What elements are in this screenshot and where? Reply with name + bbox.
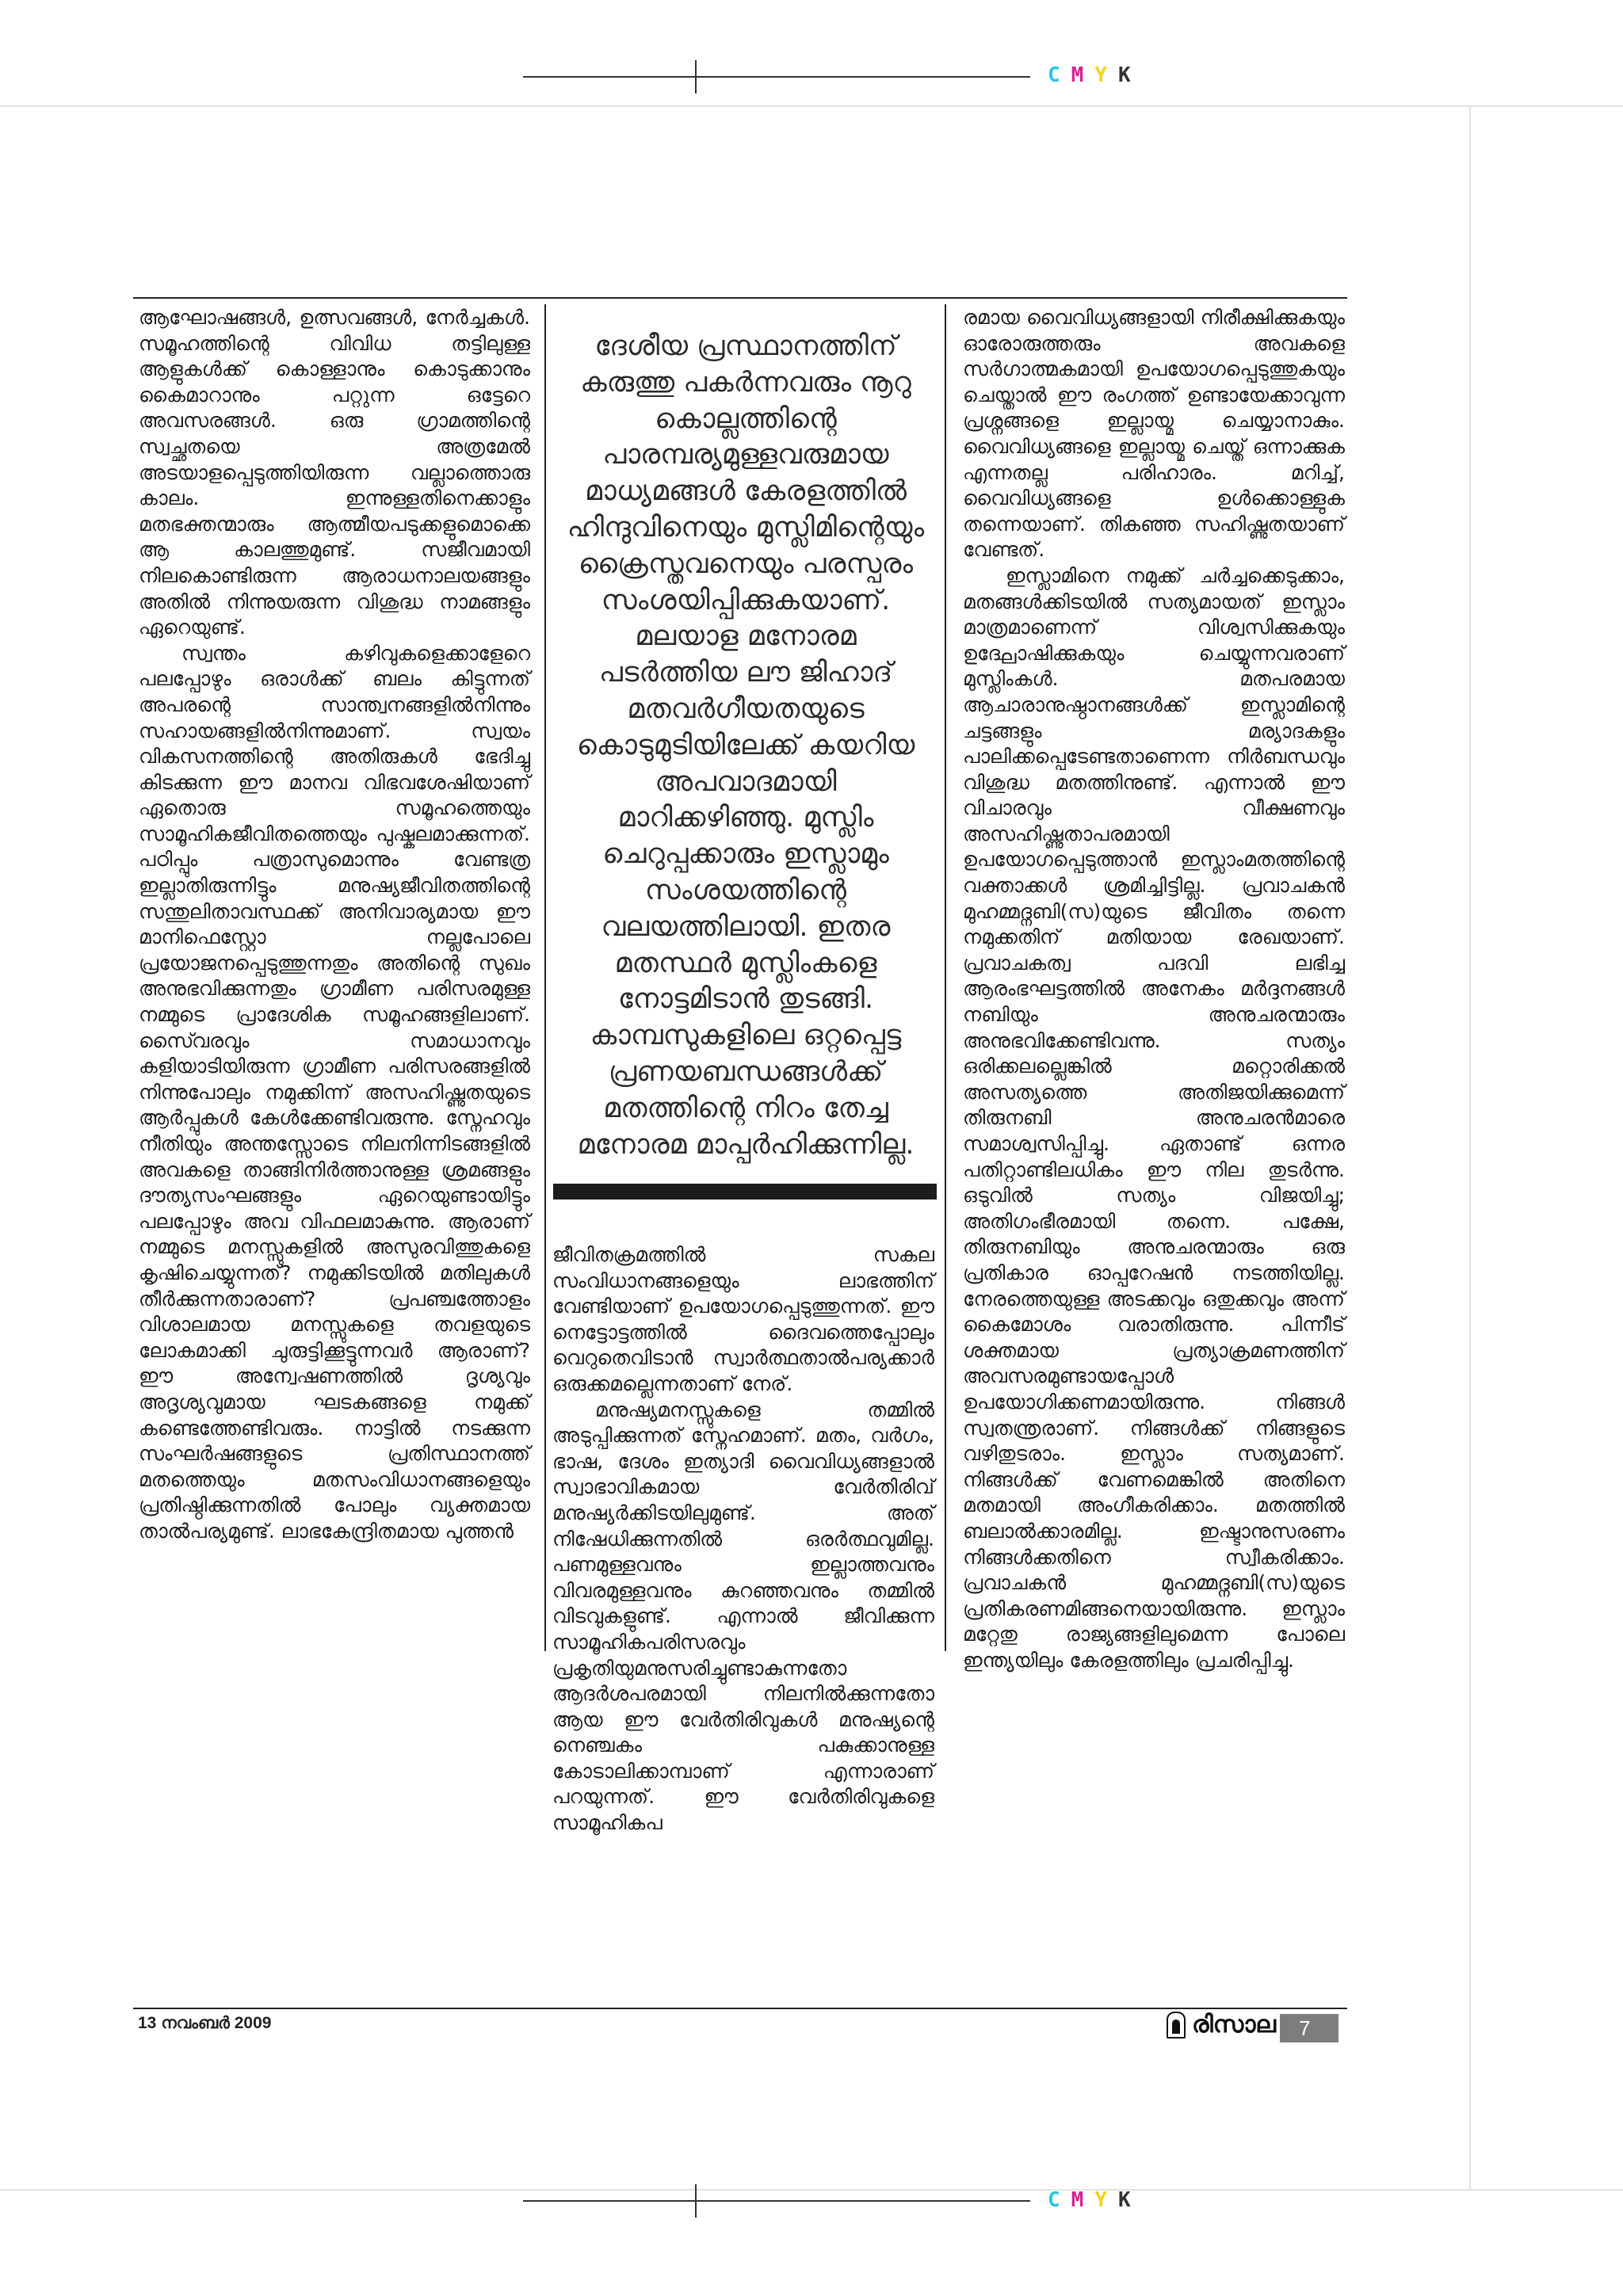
cmyk-m: M [1071,63,1095,87]
cmyk-k: K [1117,2188,1142,2212]
cmyk-label-top [1048,63,1142,87]
pull-quote-bar [553,1184,937,1199]
issue-date: 13 നവംബർ 2009 [138,2014,272,2032]
magazine-logo-icon [1167,2012,1186,2039]
registration-tick-top [695,60,697,93]
paragraph: രമായ വൈവിധ്യങ്ങളായി നിരീക്ഷിക്കുകയും ഓരോരുത്തരും അവകളെ സർഗാത്മകമായി ഉപയോഗപ്പെടുത്തുകയും ചെയ്താൽ ഈ രംഗത്ത് ഉണ്ടായേക്കാവുന്ന പ്രശ്നങ്ങളെ ഇല്ലായ്മ ചെയ്യാനാകും. വൈവിധ്യങ്ങളെ ഇല്ലായ്മ ചെയ്ത് ഒന്നാക്കുക എന്നതല്ല പരിഹാരം. മറിച്ച്, വൈവിധ്യങ്ങളെ ഉൾക്കൊള്ളുക തന്നെയാണ്. തികഞ്ഞ സഹിഷ്ണുതയാണ് വേണ്ടത്. [963,306,1345,562]
registration-tick-bottom [695,2184,697,2218]
header-rule [133,297,1347,299]
page-number: 7 [1280,2014,1338,2042]
registration-line-top [523,76,1030,78]
magazine-name: രിസാല [1192,2011,1277,2039]
footer-rule [133,2008,1347,2009]
column-divider-left [544,304,546,1651]
cmyk-y: Y [1094,2188,1118,2212]
right-column [963,305,1345,1672]
paragraph: ഇസ്ലാമിനെ നമുക്ക് ചർച്ചക്കെടുക്കാം, മതങ്ങൾക്കിടയിൽ സത്യമായത് ഇസ്ലാം മാത്രമാണെന്ന് വിശ്വസിക്കുകയും ഉദ്ഘോഷിക്കുകയും ചെയ്യുന്നവരാണ് മുസ്ലിംകൾ. മതപരമായ ആചാരാനുഷ്ഠാനങ്ങൾക്ക് ഇസ്ലാമിന്റെ ചട്ടങ്ങളും മര്യാദകളും പാലിക്കപ്പെടേണ്ടതാണെന്ന നിർബന്ധവും വിശുദ്ധ മതത്തിനുണ്ട്. എന്നാൽ ഈ വിചാരവും വീക്ഷണവും അസഹിഷ്ണുതാപരമായി ഉപയോഗപ്പെടുത്താൻ ഇസ്ലാംമതത്തിന്റെ വക്താക്കൾ ശ്രമിച്ചിട്ടില്ല. പ്രവാചകൻ മുഹമ്മദ്നബി(സ)യുടെ ജീവിതം തന്നെ നമുക്കതിന് മതിയായ രേഖയാണ്. പ്രവാചകത്വ പദവി ലഭിച്ച ആരംഭഘട്ടത്തിൽ അനേകം മർദ്ദനങ്ങൾ നബിയും അനുചരന്മാരും അനുഭവിക്കേണ്ടിവന്നു. സത്യം ഒരിക്കലല്ലെങ്കിൽ മറ്റൊരിക്കൽ അസത്യത്തെ അതിജയിക്കുമെന്ന് തിരുനബി അനുചരൻമാരെ സമാശ്വസിപ്പിച്ചു. ഏതാണ്ട് ഒന്നര പതിറ്റാണ്ടിലധികം ഈ നില തുടർന്നു. ഒടുവിൽ സത്യം വിജയിച്ചു; അതിഗംഭീരമായി തന്നെ. പക്ഷേ, തിരുനബിയും അനുചരന്മാരും ഒരു പ്രതികാര ഓപ്പറേഷൻ നടത്തിയില്ല. നേരത്തെയുള്ള അടക്കവും ഒതുക്കവും അന്ന് കൈമോശം വരാതിരുന്നു. പിന്നീട് ശക്തമായ പ്രത്യാക്രമണത്തിന് അവസരമുണ്ടായപ്പോൾ ഉപയോഗിക്കണമായിരുന്നു. നിങ്ങൾ സ്വതന്ത്രരാണ്. നിങ്ങൾക്ക് നിങ്ങളുടെ വഴിതുടരാം. ഇസ്ലാം സത്യമാണ്. നിങ്ങൾക്ക് വേണമെങ്കിൽ അതിനെ മതമായി അംഗീകരിക്കാം. മതത്തിൽ ബലാൽക്കാരമില്ല. ഇഷ്ടാനുസരണം നിങ്ങൾക്കതിനെ സ്വീകരിക്കാം. പ്രവാചകൻ മുഹമ്മദ്നബി(സ)യുടെ പ്രതികരണമിങ്ങനെയായിരുന്നു. ഇസ്ലാം മറ്റേതു രാജ്യങ്ങളിലുമെന്ന പോലെ ഇന്ത്യയിലും കേരളത്തിലും പ്രചരിപ്പിച്ചു. [963,563,1345,1672]
cmyk-k: K [1117,63,1142,87]
cmyk-c: C [1048,63,1071,87]
registration-line-bottom [523,2200,1030,2202]
paragraph: സ്വന്തം കഴിവുകളെക്കാളേറെ പലപ്പോഴും ഒരാൾക്ക് ബലം കിട്ടുന്നത് അപരന്റെ സാന്ത്വനങ്ങളിൽനിന്നും സഹായങ്ങളിൽനിന്നുമാണ്. സ്വയം വികസനത്തിന്റെ അതിരുകൾ ഭേദിച്ചു കിടക്കുന്ന ഈ മാനവ വിഭവശേഷിയാണ് ഏതൊരു സമൂഹത്തെയും സാമൂഹികജീവിതത്തെയും പുഷ്കലമാക്കുന്നത്. പഠിപ്പും പത്രാസുമൊന്നും വേണ്ടത്ര ഇല്ലാതിരുന്നിട്ടും മനുഷ്യജീവിതത്തിന്റെ സന്തുലിതാവസ്ഥക്ക് അനിവാര്യമായ ഈ മാനിഫെസ്റ്റോ നല്ലപോലെ പ്രയോജനപ്പെടുത്തുന്നതും അതിന്റെ സുഖം അനുഭവിക്കുന്നതും ഗ്രാമീണ പരിസരമുള്ള നമ്മുടെ പ്രാദേശിക സമൂഹങ്ങളിലാണ്. സൈ്വരവും സമാധാനവും കളിയാടിയിരുന്ന ഗ്രാമീണ പരിസരങ്ങളിൽ നിന്നുപോലും നമുക്കിന്ന് അസഹിഷ്ണുതയുടെ ആർപ്പുകൾ കേൾക്കേണ്ടിവരുന്നു. സ്നേഹവും നീതിയും അന്തസ്സോടെ നിലനിന്നിടങ്ങളിൽ അവകളെ താങ്ങിനിർത്താനുള്ള ശ്രമങ്ങളും ദൗത്യസംഘങ്ങളും ഏറെയുണ്ടായിട്ടും പലപ്പോഴും അവ വിഫലമാകുന്നു. ആരാണ് നമ്മുടെ മനസ്സുകളിൽ അസുരവിത്തുകളെ കൃഷിചെയ്യുന്നത്? നമുക്കിടയിൽ മതിലുകൾ തീർക്കുന്നതാരാണ്? പ്രപഞ്ചത്തോളം വിശാലമായ മനസ്സുകളെ തവളയുടെ ലോകമാക്കി ചുരുട്ടിക്കൂട്ടുന്നവർ ആരാണ്? ഈ അന്വേഷണത്തിൽ ദൃശ്യവും അദൃശ്യവുമായ ഘടകങ്ങളെ നമുക്ക് കണ്ടെത്തേണ്ടിവരും. നാട്ടിൽ നടക്കുന്ന സംഘർഷങ്ങളുടെ പ്രതിസ്ഥാനത്ത് മതത്തെയും മതസംവിധാനങ്ങളെയും പ്രതിഷ്ഠിക്കുന്നതിൽ പോലും വ്യക്തമായ താൽപര്യമുണ്ട്. ലാഭകേന്ദ്രിതമായ പുത്തൻ [139,641,530,1543]
paragraph: ആഘോഷങ്ങൾ, ഉത്സവങ്ങൾ, നേർച്ചകൾ. സമൂഹത്തിന്റെ വിവിധ തട്ടിലുള്ള ആളുകൾക്ക് കൊള്ളാനും കൊടുക്കാനും കൈമാറാനും പറ്റുന്ന ഒട്ടേറെ അവസരങ്ങൾ. ഒരു ഗ്രാമത്തിന്റെ സ്വച്ഛതയെ അത്രമേൽ അടയാളപ്പെടുത്തിയിരുന്ന വല്ലാത്തൊരു കാലം. ഇന്നുള്ളതിനെക്കാളും മതഭക്തന്മാരും ആത്മീയപടുക്കളുമൊക്കെ ആ കാലത്തുമുണ്ട്. സജീവമായി നിലകൊണ്ടിരുന്ന ആരാധനാലയങ്ങളും അതിൽ നിന്നുയരുന്ന വിശുദ്ധ നാമങ്ങളും ഏറെയുണ്ട്. [139,306,530,639]
cmyk-c: C [1048,2188,1071,2212]
trim-line-top [0,105,1623,107]
trim-line-bottom [0,2189,1623,2191]
magazine-brand [1167,2011,1276,2039]
cmyk-y: Y [1094,63,1118,87]
left-column [139,305,530,1652]
middle-column [552,1242,934,1835]
column-divider-right [945,304,946,1651]
paragraph: മനുഷ്യമനസ്സുകളെ തമ്മിൽ അടുപ്പിക്കുന്നത് സ്നേഹമാണ്. മതം, വർഗം, ഭാഷ, ദേശം ഇത്യാദി വൈവിധ്യങ്ങളാൽ സ്വാഭാവികമായ വേർതിരിവ് മനുഷ്യർക്കിടയിലുമുണ്ട്. അത് നിഷേധിക്കുന്നതിൽ ഒരർത്ഥവുമില്ല. പണമുള്ളവനും ഇല്ലാത്തവനും വിവരമുള്ളവനും കുറഞ്ഞവനും തമ്മിൽ വിടവുകളുണ്ട്. എന്നാൽ ജീവിക്കുന്ന സാമൂഹികപരിസരവും പ്രകൃതിയുമനുസരിച്ചുണ്ടാകുന്നതോ ആദർശപരമായി നിലനിൽക്കുന്നതോ ആയ ഈ വേർതിരിവുകൾ മനുഷ്യന്റെ നെഞ്ചകം പകുക്കാനുള്ള കോടാലിക്കാമ്പാണ് എന്നാരാണ് പറയുന്നത്. ഈ വേർതിരിവുകളെ സാമൂഹികപ [552,1398,934,1835]
cmyk-label-bottom [1048,2188,1142,2212]
pull-quote: ദേശീയ പ്രസ്ഥാനത്തിന് കരുത്തു പകർന്നവരും നൂറു കൊല്ലത്തിന്റെ പാരമ്പര്യമുള്ളവരുമായ മാധ്യമങ്ങൾ കേരളത്തിൽ ഹിന്ദുവിനെയും മുസ്ലിമിന്റെയും ക്രൈസ്തവനെയും പരസ്പരം സംശയിപ്പിക്കുകയാണ്. മലയാള മനോരമ പടർത്തിയ ലൗ ജിഹാദ് മതവർഗീയതയുടെ കൊടുമുടിയിലേക്ക് കയറിയ അപവാദമായി മാറിക്കഴിഞ്ഞു. മുസ്ലിം ചെറുപ്പക്കാരും ഇസ്ലാമും സംശയത്തിന്റെ വലയത്തിലായി. ഇതര മതസ്ഥർ മുസ്ലിംകളെ നോട്ടമിടാൻ തുടങ്ങി. കാമ്പസുകളിലെ ഒറ്റപ്പെട്ട പ്രണയബന്ധങ്ങൾക്ക് മതത്തിന്റെ നിറം തേച്ച മനോരമ മാപ്പർഹിക്കുന്നില്ല. [567,330,925,1161]
trim-line-right [1469,105,1471,2189]
paragraph: ജീവിതക്രമത്തിൽ സകല സംവിധാനങ്ങളെയും ലാഭത്തിന് വേണ്ടിയാണ് ഉപയോഗപ്പെടുത്തുന്നത്. ഈ നെട്ടോട്ടത്തിൽ ദൈവത്തെപ്പോലും വെറുതെവിടാൻ സ്വാർത്ഥതാൽപര്യക്കാർ ഒരുക്കമല്ലെന്നതാണ് നേര്. [552,1243,934,1395]
cmyk-m: M [1071,2188,1095,2212]
